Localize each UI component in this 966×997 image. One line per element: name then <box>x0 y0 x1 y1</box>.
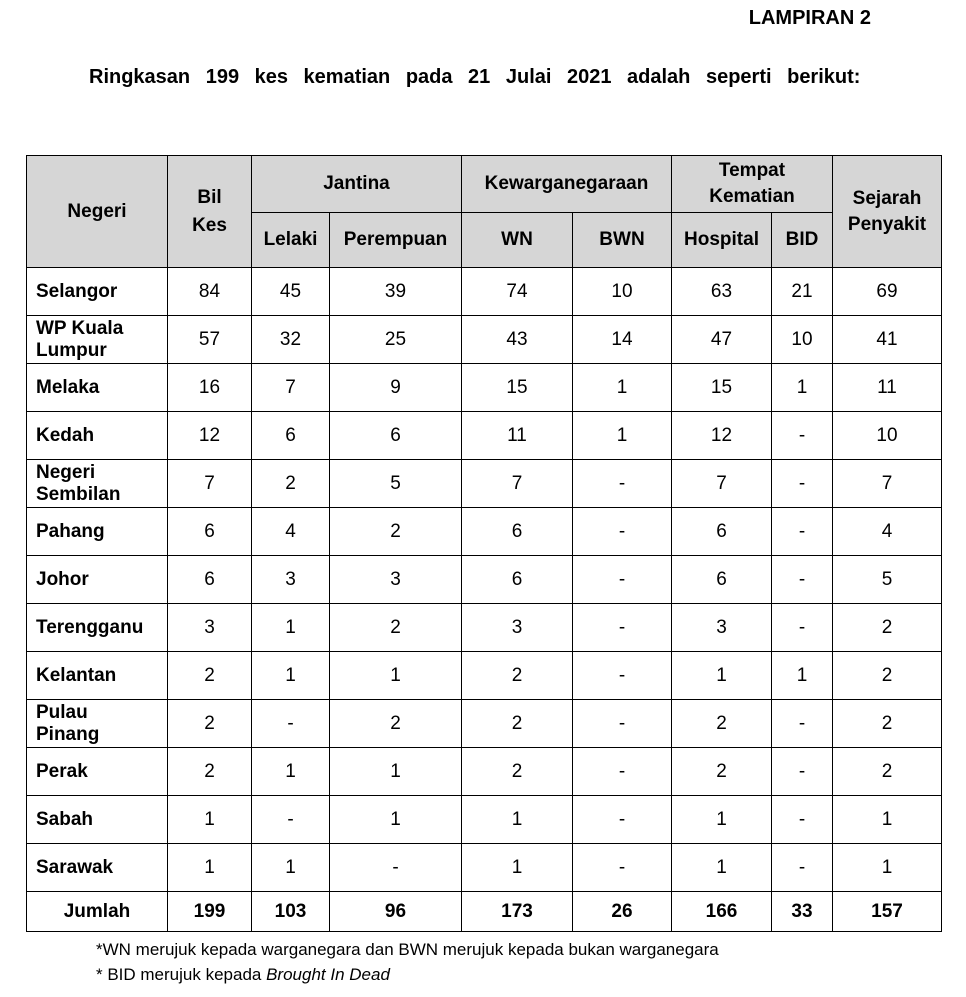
cell-sejarah: 4 <box>833 508 942 556</box>
cell-hospital: 6 <box>672 556 772 604</box>
cell-wn: 6 <box>462 556 573 604</box>
header-bil-kes-label: Bil Kes <box>192 186 227 236</box>
cell-perempuan: 25 <box>330 316 462 364</box>
cell-perempuan: 39 <box>330 268 462 316</box>
table-row <box>27 700 942 748</box>
total-row <box>27 892 942 932</box>
cell-hospital: 6 <box>672 508 772 556</box>
cell-sejarah: 2 <box>833 700 942 748</box>
negeri-label: Sarawak <box>36 856 114 878</box>
total-label: Jumlah <box>27 892 168 932</box>
lampiran-label: LAMPIRAN 2 <box>748 7 871 29</box>
negeri-label: Perak <box>36 760 88 782</box>
cell-bwn: - <box>573 604 672 652</box>
cell-wn: 7 <box>462 460 573 508</box>
cell-negeri <box>27 796 168 844</box>
header-tempat-kematian-label: Tempat Kematian <box>709 160 795 207</box>
cell-lelaki: 6 <box>252 412 330 460</box>
cell-negeri <box>27 700 168 748</box>
negeri-label: Melaka <box>36 376 100 398</box>
cell-wn: 2 <box>462 700 573 748</box>
cell-sejarah: 1 <box>833 844 942 892</box>
header-sejarah-penyakit-label: Sejarah Penyakit <box>847 187 927 235</box>
negeri-label: Kedah <box>36 424 95 446</box>
total-wn: 173 <box>462 892 573 932</box>
cell-bwn: - <box>573 508 672 556</box>
footnote-bid-prefix: * BID merujuk kepada <box>96 965 267 984</box>
cell-bil: 1 <box>168 844 252 892</box>
total-hospital: 166 <box>672 892 772 932</box>
cell-lelaki: 1 <box>252 844 330 892</box>
cell-hospital: 7 <box>672 460 772 508</box>
cell-wn: 1 <box>462 796 573 844</box>
negeri-label: WP Kuala Lumpur <box>36 317 124 361</box>
cell-bil: 2 <box>168 652 252 700</box>
cell-bid: - <box>772 412 833 460</box>
cell-lelaki: 3 <box>252 556 330 604</box>
negeri-label: Sabah <box>36 808 94 830</box>
header-bid: BID <box>772 213 833 268</box>
cell-perempuan: 6 <box>330 412 462 460</box>
header-bwn: BWN <box>573 213 672 268</box>
cell-bil: 3 <box>168 604 252 652</box>
cell-wn: 2 <box>462 652 573 700</box>
cell-bid: - <box>772 460 833 508</box>
table-row <box>27 268 942 316</box>
cell-negeri <box>27 364 168 412</box>
intro-paragraph: Ringkasan 199 kes kematian pada 21 Julai 2021 adalah seperti berikut: <box>89 66 861 88</box>
cell-negeri <box>27 460 168 508</box>
cell-lelaki: 2 <box>252 460 330 508</box>
header-hospital: Hospital <box>672 213 772 268</box>
cell-wn: 6 <box>462 508 573 556</box>
cell-bid: - <box>772 796 833 844</box>
cell-bid: 1 <box>772 652 833 700</box>
cell-lelaki: 45 <box>252 268 330 316</box>
cell-hospital: 63 <box>672 268 772 316</box>
cell-bil: 6 <box>168 556 252 604</box>
cell-hospital: 1 <box>672 796 772 844</box>
table-row <box>27 748 942 796</box>
cell-bwn: - <box>573 556 672 604</box>
total-lelaki: 103 <box>252 892 330 932</box>
cell-wn: 43 <box>462 316 573 364</box>
cell-wn: 74 <box>462 268 573 316</box>
footnote-bid-term: Brought In Dead <box>266 965 390 984</box>
header-negeri: Negeri <box>27 156 168 268</box>
cell-perempuan: 2 <box>330 700 462 748</box>
cell-negeri <box>27 316 168 364</box>
cell-sejarah: 69 <box>833 268 942 316</box>
total-bil: 199 <box>168 892 252 932</box>
total-perempuan: 96 <box>330 892 462 932</box>
cell-lelaki: 1 <box>252 748 330 796</box>
cell-bid: 21 <box>772 268 833 316</box>
cell-bil: 1 <box>168 796 252 844</box>
cell-bwn: - <box>573 844 672 892</box>
cell-negeri <box>27 508 168 556</box>
table-row <box>27 316 942 364</box>
negeri-label: Negeri Sembilan <box>36 461 121 505</box>
table-row <box>27 364 942 412</box>
cell-bwn: 1 <box>573 364 672 412</box>
cell-bil: 57 <box>168 316 252 364</box>
cell-perempuan: 2 <box>330 604 462 652</box>
table-row <box>27 460 942 508</box>
negeri-label: Pulau Pinang <box>36 701 100 745</box>
cell-hospital: 2 <box>672 700 772 748</box>
negeri-label: Terengganu <box>36 616 144 638</box>
death-summary-table <box>26 155 942 932</box>
cell-lelaki: 7 <box>252 364 330 412</box>
header-lelaki: Lelaki <box>252 213 330 268</box>
cell-perempuan: 3 <box>330 556 462 604</box>
cell-bil: 7 <box>168 460 252 508</box>
table-body <box>27 268 942 892</box>
cell-negeri <box>27 412 168 460</box>
table-row <box>27 412 942 460</box>
cell-lelaki: - <box>252 796 330 844</box>
cell-bwn: 1 <box>573 412 672 460</box>
cell-perempuan: 1 <box>330 748 462 796</box>
cell-perempuan: 1 <box>330 796 462 844</box>
cell-sejarah: 2 <box>833 652 942 700</box>
cell-sejarah: 10 <box>833 412 942 460</box>
cell-bwn: - <box>573 652 672 700</box>
table-row <box>27 796 942 844</box>
cell-lelaki: 4 <box>252 508 330 556</box>
total-bid: 33 <box>772 892 833 932</box>
table-row <box>27 508 942 556</box>
cell-bil: 84 <box>168 268 252 316</box>
cell-hospital: 47 <box>672 316 772 364</box>
cell-bwn: - <box>573 796 672 844</box>
cell-wn: 1 <box>462 844 573 892</box>
table-row <box>27 844 942 892</box>
cell-bid: - <box>772 700 833 748</box>
cell-bid: 10 <box>772 316 833 364</box>
cell-wn: 2 <box>462 748 573 796</box>
header-bil-kes <box>168 156 252 268</box>
cell-lelaki: 1 <box>252 652 330 700</box>
cell-lelaki: 1 <box>252 604 330 652</box>
cell-bid: - <box>772 844 833 892</box>
cell-bwn: 10 <box>573 268 672 316</box>
table-row <box>27 604 942 652</box>
cell-lelaki: 32 <box>252 316 330 364</box>
cell-perempuan: 5 <box>330 460 462 508</box>
cell-bil: 2 <box>168 700 252 748</box>
cell-negeri <box>27 268 168 316</box>
cell-perempuan: 1 <box>330 652 462 700</box>
cell-hospital: 1 <box>672 652 772 700</box>
cell-wn: 11 <box>462 412 573 460</box>
cell-hospital: 2 <box>672 748 772 796</box>
cell-perempuan: 2 <box>330 508 462 556</box>
cell-perempuan: 9 <box>330 364 462 412</box>
negeri-label: Pahang <box>36 520 105 542</box>
header-tempat-kematian <box>672 156 833 213</box>
total-bwn: 26 <box>573 892 672 932</box>
cell-hospital: 15 <box>672 364 772 412</box>
cell-bid: - <box>772 556 833 604</box>
cell-hospital: 12 <box>672 412 772 460</box>
cell-bid: - <box>772 508 833 556</box>
header-kewarganegaraan: Kewarganegaraan <box>462 156 672 213</box>
cell-bid: - <box>772 604 833 652</box>
cell-negeri <box>27 748 168 796</box>
header-row-top <box>27 156 942 213</box>
header-sejarah-penyakit <box>833 156 942 268</box>
cell-sejarah: 7 <box>833 460 942 508</box>
cell-negeri <box>27 556 168 604</box>
cell-lelaki: - <box>252 700 330 748</box>
cell-bwn: 14 <box>573 316 672 364</box>
table-row <box>27 652 942 700</box>
table-row <box>27 556 942 604</box>
cell-wn: 15 <box>462 364 573 412</box>
footnote-wn: *WN merujuk kepada warganegara dan BWN merujuk kepada bukan warganegara <box>96 940 719 959</box>
cell-sejarah: 2 <box>833 604 942 652</box>
cell-bil: 6 <box>168 508 252 556</box>
cell-negeri <box>27 844 168 892</box>
cell-sejarah: 5 <box>833 556 942 604</box>
cell-bwn: - <box>573 700 672 748</box>
cell-bwn: - <box>573 460 672 508</box>
total-sejarah: 157 <box>833 892 942 932</box>
footnote-bid <box>96 965 390 985</box>
header-jantina: Jantina <box>252 156 462 213</box>
header-wn: WN <box>462 213 573 268</box>
cell-sejarah: 41 <box>833 316 942 364</box>
cell-hospital: 1 <box>672 844 772 892</box>
cell-bil: 2 <box>168 748 252 796</box>
negeri-label: Johor <box>36 568 89 590</box>
cell-perempuan: - <box>330 844 462 892</box>
header-perempuan: Perempuan <box>330 213 462 268</box>
cell-bid: - <box>772 748 833 796</box>
cell-sejarah: 2 <box>833 748 942 796</box>
cell-bwn: - <box>573 748 672 796</box>
cell-sejarah: 1 <box>833 796 942 844</box>
cell-hospital: 3 <box>672 604 772 652</box>
cell-bid: 1 <box>772 364 833 412</box>
cell-negeri <box>27 604 168 652</box>
cell-wn: 3 <box>462 604 573 652</box>
cell-bil: 12 <box>168 412 252 460</box>
negeri-label: Selangor <box>36 280 118 302</box>
cell-sejarah: 11 <box>833 364 942 412</box>
cell-negeri <box>27 652 168 700</box>
negeri-label: Kelantan <box>36 664 117 686</box>
cell-bil: 16 <box>168 364 252 412</box>
